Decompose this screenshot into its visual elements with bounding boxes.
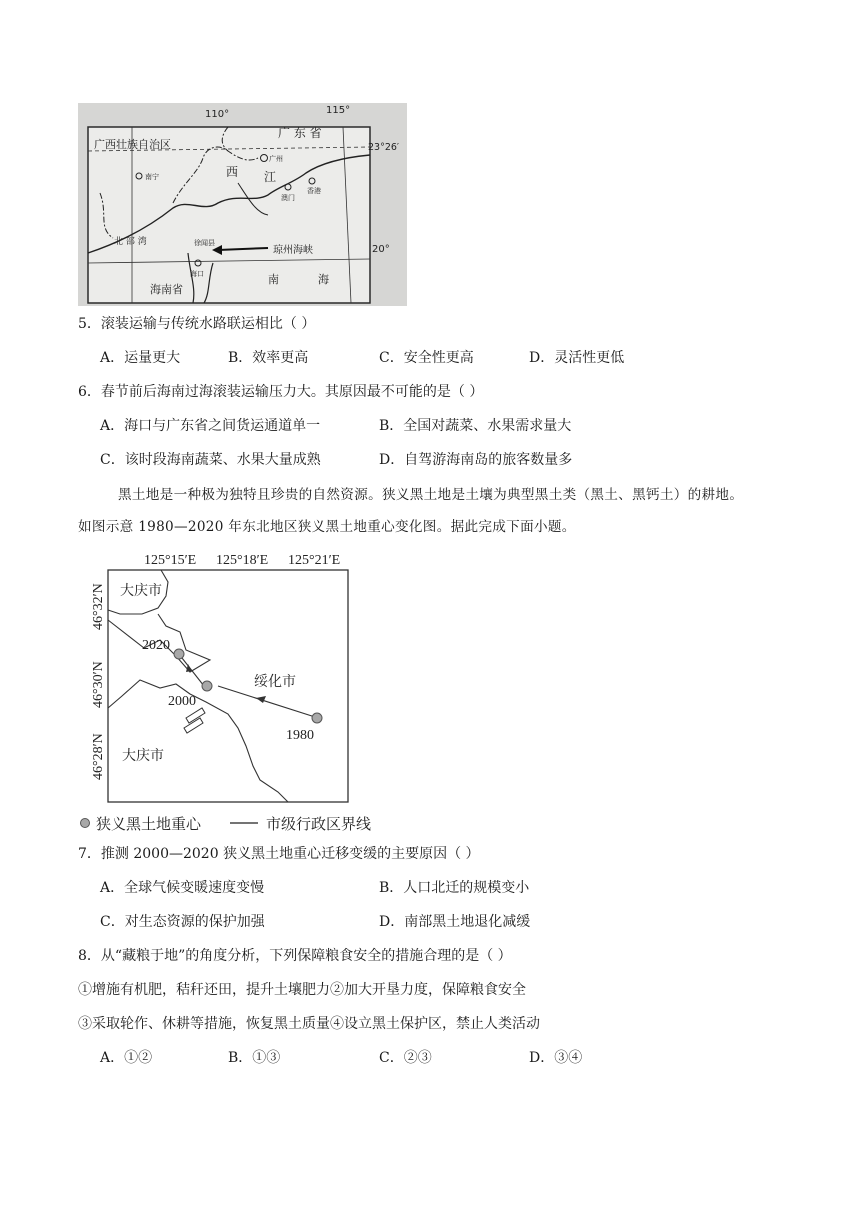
year-2020-label: 2020 (142, 638, 170, 653)
lon-label-2: 125°18′E (216, 553, 269, 568)
guangzhou-label: 广州 (269, 155, 283, 163)
q8-statement-2: ③采取轮作、休耕等措施，恢复黑土质量④设立黑土保护区，禁止人类活动 (78, 1016, 540, 1032)
q5-option-c[interactable]: C．安全性更高 (379, 350, 474, 366)
daqing-top-label: 大庆市 (120, 584, 162, 599)
q6-stem: 6．春节前后海南过海滚装运输压力大。其原因最不可能的是（ ） (78, 384, 484, 400)
q8-option-d[interactable]: D．③④ (529, 1050, 583, 1066)
lon-110-label: 110° (205, 109, 230, 120)
hainan-label: 海南省 (150, 283, 183, 296)
q6-option-a[interactable]: A．海口与广东省之间货运通道单一 (100, 418, 321, 434)
year-2000-label: 2000 (168, 694, 196, 709)
passage-line-2: 如图示意 1980—2020 年东北地区狭义黑土地重心变化图。据此完成下面小题。 (78, 519, 576, 535)
lon-label-3: 125°21′E (288, 553, 341, 568)
q8-statement-1: ①增施有机肥，秸秆还田，提升土壤肥力②加大开垦力度，保障粮食安全 (78, 982, 526, 998)
q8-option-c[interactable]: C．②③ (379, 1050, 432, 1066)
beibuwan-label: 北 部 湾 (114, 237, 147, 247)
strait-map (78, 103, 407, 306)
centroid-2000 (202, 681, 212, 691)
lat-label-3: 46°28′N (91, 733, 106, 780)
q5-option-a[interactable]: A．运量更大 (100, 350, 181, 366)
legend-point-icon (81, 819, 90, 828)
q5-stem: 5．滚装运输与传统水路联运相比（ ） (78, 316, 316, 332)
legend-point-label: 狭义黑土地重心 (96, 817, 202, 833)
q7-option-b[interactable]: B．人口北迁的规模变小 (379, 880, 530, 896)
lat-label-2: 46°30′N (91, 661, 106, 708)
lon-115-label: 115° (326, 105, 351, 116)
xijiang-label-2: 江 (264, 170, 277, 184)
passage-line-1: 黑土地是一种极为独特且珍贵的自然资源。狭义黑土地是土壤为典型黑土类（黑土、黑钙土）的耕地。 (118, 487, 744, 503)
q8-option-a[interactable]: A．①② (100, 1050, 153, 1066)
year-1980-label: 1980 (286, 728, 314, 743)
q8-option-b[interactable]: B．①③ (228, 1050, 281, 1066)
q5-option-b[interactable]: B．效率更高 (228, 350, 309, 366)
q6-option-c[interactable]: C．该时段海南蔬菜、水果大量成熟 (100, 452, 321, 468)
lon-label-1: 125°15′E (144, 553, 197, 568)
q7-option-d[interactable]: D．南部黑土地退化减缓 (379, 914, 531, 930)
daqing-bottom-label: 大庆市 (122, 749, 164, 764)
lat-20-label: 20° (372, 244, 390, 255)
q7-option-c[interactable]: C．对生态资源的保护加强 (100, 914, 265, 930)
suihua-label: 绥化市 (254, 675, 296, 690)
centroid-2020 (174, 649, 184, 659)
macau-label: 澳门 (281, 194, 295, 202)
q8-stem: 8．从“藏粮于地”的角度分析，下列保障粮食安全的措施合理的是（ ） (78, 948, 512, 964)
centroid-1980 (312, 713, 322, 723)
q7-option-a[interactable]: A．全球气候变暖速度变慢 (100, 880, 265, 896)
lat-label-1: 46°32′N (91, 583, 106, 630)
q7-stem: 7．推测 2000—2020 狭义黑土地重心迁移变缓的主要原因（ ） (78, 846, 480, 862)
map2-frame (108, 570, 348, 802)
centroid-map (78, 548, 408, 838)
nanhai-label-2: 海 (318, 273, 329, 286)
qiongzhou-label: 琼州海峡 (273, 245, 313, 256)
nanhai-label-1: 南 (268, 273, 279, 286)
legend-line-label: 市级行政区界线 (266, 817, 372, 833)
xijiang-label-1: 西 (226, 165, 239, 179)
haikou-label: 海口 (190, 270, 204, 278)
hongkong-label: 香港 (307, 187, 321, 195)
q6-option-d[interactable]: D．自驾游海南岛的旅客数量多 (379, 452, 573, 468)
xuwen-label: 徐闻县 (194, 239, 215, 247)
q5-option-d[interactable]: D．灵活性更低 (529, 350, 625, 366)
guangxi-label: 广西壮族自治区 (94, 138, 171, 151)
nanning-label: 南宁 (145, 173, 159, 181)
lat-2326-label: 23°26′ (368, 142, 400, 153)
q6-option-b[interactable]: B．全国对蔬菜、水果需求量大 (379, 418, 572, 434)
guangdong-label: 广 东 省 (278, 126, 322, 140)
